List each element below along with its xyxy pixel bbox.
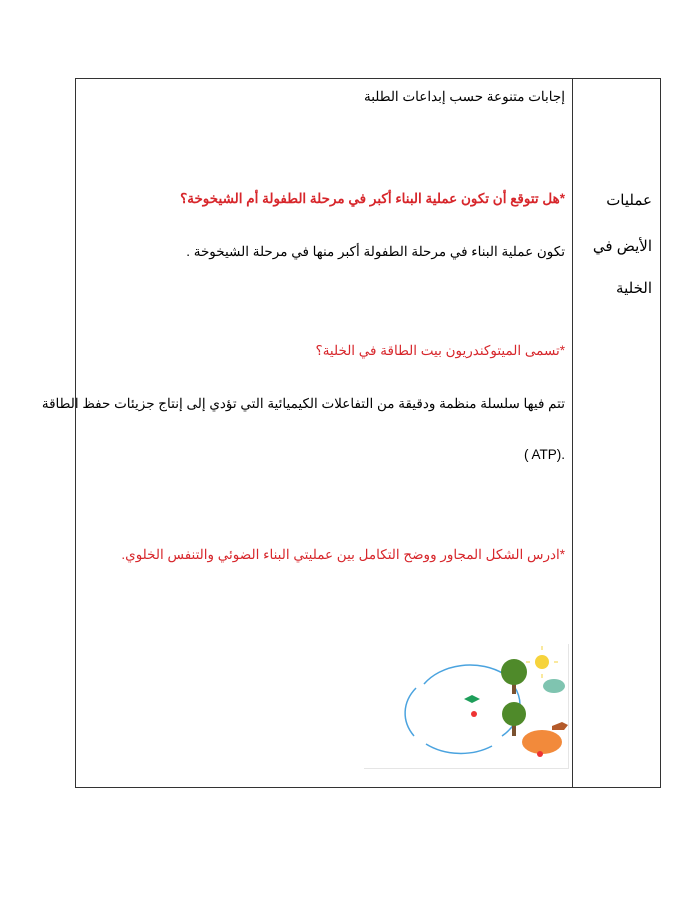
fungus-icon (522, 730, 562, 754)
answer-atp: ( ATP). (523, 447, 565, 462)
leaf-cluster-icon (543, 679, 565, 693)
topic-line-2: الأيض في (592, 238, 652, 255)
cycle-figure (364, 644, 569, 769)
question-growth-age: *هل تتوقع أن تكون عملية البناء أكبر في مرحلة الطفولة أم الشيخوخة؟ (180, 191, 565, 206)
arrow-top (424, 665, 504, 684)
topic-line-3: الخلية (616, 280, 652, 297)
energy-icon (537, 751, 543, 757)
answer-line-varied: إجابات متنوعة حسب إبداعات الطلبة (363, 89, 565, 104)
arrow-bottom (426, 744, 492, 753)
cycle-illustration (364, 644, 568, 768)
glucose-molecule-icon (464, 695, 480, 703)
fox-icon (552, 722, 568, 730)
sun-icon (535, 655, 549, 669)
tree-icon-top (501, 659, 527, 685)
oxygen-icon (471, 711, 477, 717)
answer-mitochondria: تتم فيها سلسلة منظمة ودقيقة من التفاعلات الكيميائية التي تؤدي إلى إنتاج جزيئات حفظ الطاقة (41, 396, 565, 411)
content-table (41, 78, 661, 788)
question-figure: *ادرس الشكل المجاور ووضح التكامل بين عمليتي البناء الضوئي والتنفس الخلوي. (121, 547, 565, 562)
question-mitochondria: *تسمى الميتوكندريون بيت الطاقة في الخلية؟ (315, 343, 565, 358)
topic-line-1: عمليات (606, 192, 652, 209)
column-divider (572, 79, 573, 787)
arrow-left (405, 688, 416, 736)
tree-icon-middle (502, 702, 526, 726)
answer-growth-age: تكون عملية البناء في مرحلة الطفولة أكبر منها في مرحلة الشيخوخة . (186, 244, 565, 259)
